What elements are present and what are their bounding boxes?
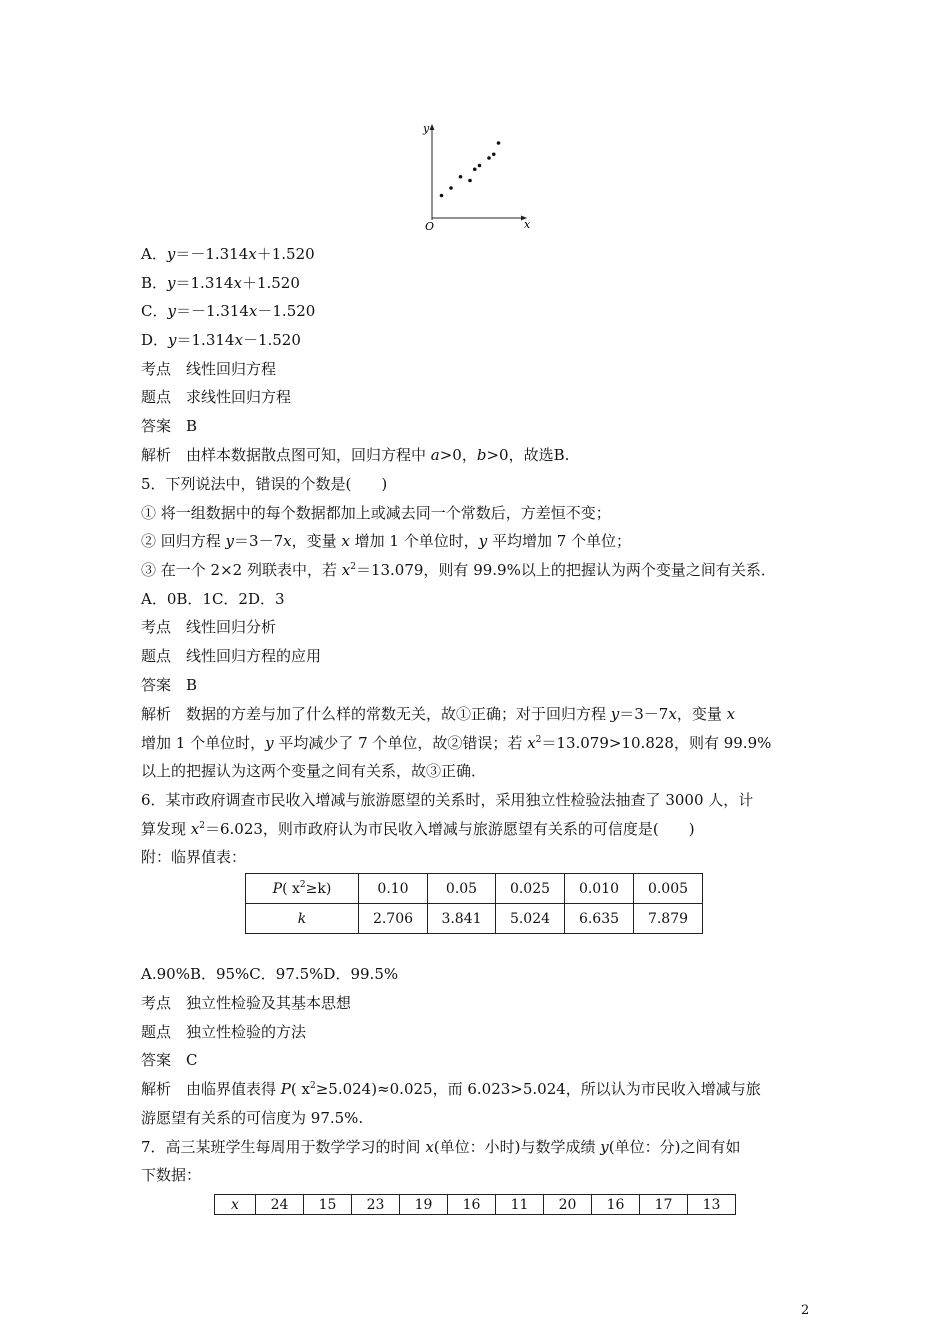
scatter-points <box>440 141 501 197</box>
scatter-plot <box>417 120 537 232</box>
q4-jiexi: 解析 由样本数据散点图可知，回归方程中 a>0，b>0，故选B. <box>141 446 570 464</box>
q6-stem-line-2: 算发现 $x^2=6.023$，则市政府认为市民收入增减与旅游愿望有关系的可信度是( ) <box>141 820 695 838</box>
table-row <box>246 904 703 934</box>
table-cell: 16 <box>448 1195 496 1215</box>
table-cell: 24 <box>256 1195 304 1215</box>
q6-jiexi-line-1: 解析 由临界值表得 P( $x^2\ge 5.024)\approx 0.025$，而 6.023>5.024，所以认为市民收入增减与旅 <box>141 1080 761 1098</box>
table-cell: 3.841 <box>428 904 496 934</box>
q4-option-d: D．y＝1.314x－1.520 <box>141 331 301 349</box>
q6-options: A.90%B．95%C．97.5%D．99.5% <box>141 965 399 983</box>
q5-tidian: 题点 线性回归方程的应用 <box>141 647 322 665</box>
q4-option-c: C．y＝－1.314x－1.520 <box>141 302 316 320</box>
table-cell: 19 <box>400 1195 448 1215</box>
q6-jiexi-line-2: 游愿望有关系的可信度为 97.5%. <box>141 1109 364 1127</box>
q5-stem: 5．下列说法中，错误的个数是( ) <box>141 475 388 493</box>
table-cell: 6.635 <box>565 904 634 934</box>
table-cell: 0.025 <box>496 874 565 904</box>
page-number: 2 <box>801 1303 810 1318</box>
table-cell: 16 <box>592 1195 640 1215</box>
q5-jiexi-line-3: 以上的把握认为这两个变量之间有关系，故③正确． <box>141 762 487 780</box>
table-cell: 17 <box>640 1195 688 1215</box>
q5-item-1: ① 将一组数据中的每个数据都加上或减去同一个常数后，方差恒不变； <box>141 504 611 522</box>
q6-answer: 答案 C <box>141 1051 198 1069</box>
q5-jiexi-line-1: 解析 数据的方差与加了什么样的常数无关，故①正确；对于回归方程 y＝3－7x，变量 x <box>141 705 736 723</box>
table-cell: 0.010 <box>565 874 634 904</box>
y-axis-label: y <box>423 122 430 135</box>
scatter-point <box>478 164 482 168</box>
table-header-cell: x <box>215 1195 256 1215</box>
table-cell: 15 <box>304 1195 352 1215</box>
q5-answer: 答案 B <box>141 676 198 694</box>
table-cell: 2.706 <box>359 904 428 934</box>
table-cell: 13 <box>688 1195 736 1215</box>
table-cell: 20 <box>544 1195 592 1215</box>
table-cell: 7.879 <box>634 904 703 934</box>
y-axis-arrow <box>430 124 435 130</box>
study-time-table <box>214 1194 736 1215</box>
scatter-point <box>492 152 496 156</box>
q6-stem-line-1: 6．某市政府调查市民收入增减与旅游愿望的关系时，采用独立性检验法抽查了 3000 人，计 <box>141 791 754 809</box>
x-axis-label: x <box>524 218 531 231</box>
q5-options: A．0B．1C．2D．3 <box>141 590 285 608</box>
critical-value-table <box>245 873 703 934</box>
q5-kaodian: 考点 线性回归分析 <box>141 618 277 636</box>
table-row <box>246 874 703 904</box>
q5-item-3: ③ 在一个 2×2 列联表中，若 $x^2=13.079$，则有 99.9%以上的把握认为两个变量之间有关系． <box>141 561 776 579</box>
q6-fu: 附：临界值表： <box>141 848 247 866</box>
table-cell: 0.005 <box>634 874 703 904</box>
table-cell: 5.024 <box>496 904 565 934</box>
scatter-point <box>459 175 463 179</box>
q4-tidian: 题点 求线性回归方程 <box>141 388 292 406</box>
table-cell: 23 <box>352 1195 400 1215</box>
table-cell: 0.10 <box>359 874 428 904</box>
q7-stem-line-1: 7．高三某班学生每周用于数学学习的时间 x(单位：小时)与数学成绩 y(单位：分)之间有如 <box>141 1138 741 1156</box>
q4-option-b: B．y＝1.314x＋1.520 <box>141 274 300 292</box>
q4-option-a: A．y＝－1.314x＋1.520 <box>141 245 315 263</box>
q4-answer: 答案 B <box>141 417 198 435</box>
scatter-point <box>473 167 477 171</box>
scatter-point <box>497 141 501 145</box>
q5-item-2: ② 回归方程 y＝3－7x，变量 x 增加 1 个单位时，y 平均增加 7 个单位； <box>141 532 632 550</box>
table-cell: 0.05 <box>428 874 496 904</box>
table-cell: 11 <box>496 1195 544 1215</box>
table-row <box>215 1195 736 1215</box>
scatter-point <box>440 194 444 198</box>
q5-jiexi-line-2: 增加 1 个单位时，y 平均减少了 7 个单位，故②错误；若 $x^2=13.079>10.828$，则有 99.9% <box>141 734 772 752</box>
origin-label: O <box>425 220 435 232</box>
scatter-point <box>487 156 491 160</box>
q4-kaodian: 考点 线性回归方程 <box>141 360 277 378</box>
table-header-cell: P( $x^2\ge k$) <box>246 874 359 904</box>
scatter-point <box>468 179 472 183</box>
q7-stem-line-2: 下数据： <box>141 1166 202 1184</box>
q6-kaodian: 考点 独立性检验及其基本思想 <box>141 994 352 1012</box>
q6-tidian: 题点 独立性检验的方法 <box>141 1023 307 1041</box>
scatter-point <box>449 186 453 190</box>
table-header-cell: k <box>246 904 359 934</box>
